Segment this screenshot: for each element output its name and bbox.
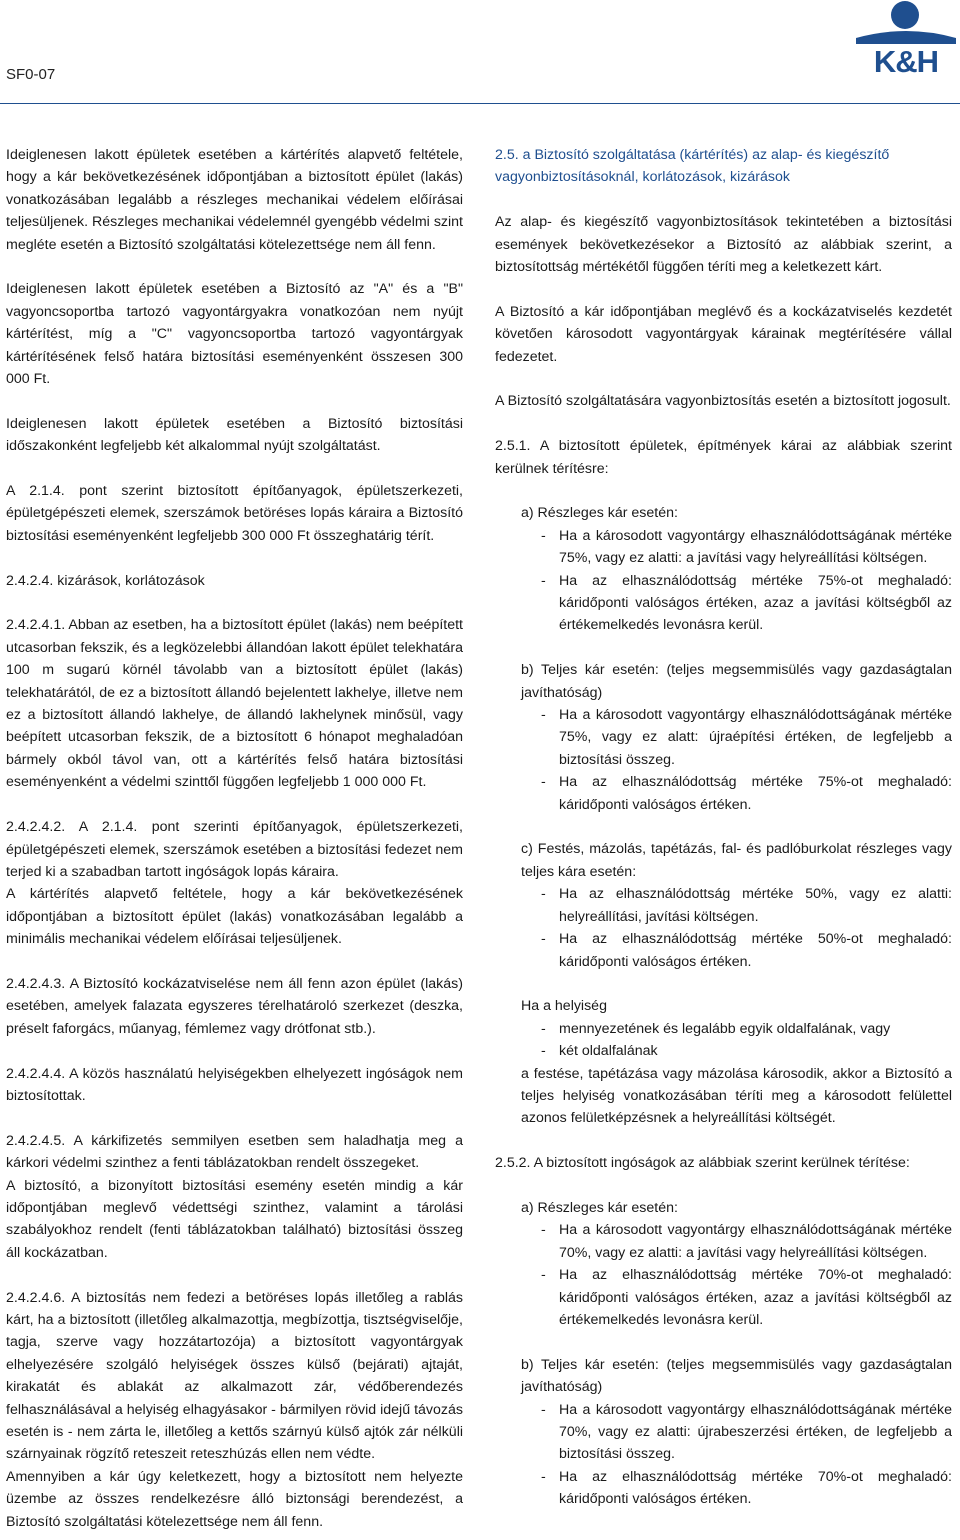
list-item: - Ha a károsodott vagyontárgy elhasználódottságának mértéke 70%, vagy ez alatti: újrabeszerzési értéken, de legfeljebb a biztosítási összeg. [541, 1401, 952, 1463]
list-item: - Ha az elhasználódottság mértéke 50%, vagy ez alatti: helyreállítási, javítási költségen. [541, 886, 952, 925]
left-column [6, 144, 463, 1533]
list-item: - Ha az elhasználódottság mértéke 70%-ot meghaladó: káridőponti valóságos értéken, azaz a javítási költségből az értékemelkedés levonásra kerül. [541, 1267, 952, 1328]
paragraph: 2.5.1. A biztosított épületek, építmények kárai az alábbiak szerint kerülnek térítésre: [495, 438, 952, 477]
list-label: a) Részleges kár esetén: [521, 505, 678, 522]
list-helyiseg [521, 995, 952, 1129]
paragraph: 2.5.2. A biztosított ingóságok az alábbiak szerint kerülnek térítése: [495, 1155, 910, 1172]
paragraph: 2.4.2.4.3. A Biztosító kockázatviselése nem áll fenn azon épület (lakás) esetében, amelyek falazata egyszeres térelhatároló szerkezet (deszka, préselt faforgács, műanyag, fémlemez vagy drótfonat stb.). [6, 975, 463, 1037]
list-item: - Ha a károsodott vagyontárgy elhasználódottságának mértéke 75%, vagy ez alatt: újraépítési értéken, de legfeljebb a biztosítási összeg. [541, 707, 952, 768]
list-label: c) Festés, mázolás, tapétázás, fal- és padlóburkolat részleges vagy teljes kára esetén: [521, 841, 952, 880]
section-title: 2.5. a Biztosító szolgáltatása (kártérítés) az alap- és kiegészítő vagyonbiztosításoknál, korlátozások, kizárások [495, 147, 890, 186]
list-label: b) Teljes kár esetén: (teljes megsemmisülés vagy gazdaságtalan javíthatóság) [521, 662, 952, 701]
logo-text: K&H [873, 44, 939, 79]
list-item: - Ha az elhasználódottság mértéke 50%-ot meghaladó: káridőponti valóságos értéken. [541, 931, 952, 970]
list-item: - Ha az elhasználódottság mértéke 75%-ot meghaladó: káridőponti valóságos értéken, azaz a javítási költségből az értékemelkedés levonásra kerül. [541, 572, 952, 634]
paragraph: Ideiglenesen lakott épületek esetében a kártérítés alapvető feltétele, hogy a kár bekövetkezésének időpontjában a biztosított épület (lakás) vonatkozásában legalább a részleges mechanikai védelem előírásai teljesüljenek. Részleges mechanikai védelemnél gyengébb védelmi szint megléte esetén a Biztosító szolgáltatási kötelezettsége nem áll fenn. [6, 147, 463, 253]
document-code: SF0-07 [6, 66, 56, 83]
paragraph: A kártérítés alapvető feltétele, hogy a kár bekövetkezésének időpontjában a biztosított épület (lakás) vonatkozásában legalább a minimális mechanikai védelem előírásai teljesüljenek. [6, 886, 463, 948]
list-a [521, 502, 952, 636]
paragraph: 2.4.2.4.4. A közös használatú helyiségekben elhelyezett ingóságok nem biztosítottak. [6, 1065, 463, 1104]
paragraph: Ideiglenesen lakott épületek esetében a Biztosító biztosítási időszakonként legfeljebb két alkalommal nyújt szolgáltatást. [6, 415, 463, 455]
paragraph: A 2.1.4. pont szerint biztosított építőanyagok, épületszerkezeti, épületgépészeti elemek, szerszámok betöréses lopás káraira a Biztosító biztosítási eseményenként legfeljebb 300 000 Ft összeghatárig térít. [6, 483, 463, 544]
logo-figure-icon [856, 0, 956, 44]
paragraph: 2.4.2.4.5. A kárkifizetés semmilyen esetben sem haladhatja meg a kárkori védelmi szinthez a fenti táblázatokban rendelt összegeket. [6, 1132, 463, 1172]
paragraph: a festése, tapétázása vagy mázolása károsodik, akkor a Biztosító a teljes helyiség vonatkozásában téríti meg a károsodott felülettel azonos felületképzésnek a helyreállítási költségét. [521, 1065, 952, 1127]
list-item: - két oldalfalának [541, 1043, 658, 1060]
list-label: Ha a helyiség [521, 998, 607, 1015]
list-item: - Ha az elhasználódottság mértéke 75%-ot meghaladó: káridőponti valóságos értéken. [541, 774, 952, 813]
paragraph: A biztosító, a bizonyított biztosítási esemény esetén mindig a kár időpontjában meglevő védettségi szinthez, valamint a tárolási szabályokhoz rendelt (fenti táblázatokban található) biztosítási összeg áll kockázatban. [6, 1177, 463, 1261]
paragraph: A Biztosító szolgáltatására vagyonbiztosítás esetén a biztosított jogosult. [495, 393, 951, 410]
list-b2 [521, 1354, 952, 1511]
list-label: a) Részleges kár esetén: [521, 1199, 678, 1216]
list-a2 [521, 1197, 952, 1331]
paragraph: A Biztosító a kár időpontjában meglévő és a kockázatviselés kezdetét követően károsodott vagyontárgyak kárainak megtérítésére vállal fedezetet. [495, 303, 952, 365]
right-column [495, 144, 952, 1511]
header-rule [0, 103, 960, 104]
list-b [521, 659, 952, 816]
list-c [521, 838, 952, 972]
paragraph: 2.4.2.4.6. A biztosítás nem fedezi a betöréses lopás illetőleg a rablás kárt, ha a biztosított (illetőleg alkalmazottja, megbízottja, tisztségviselője, tagja, szerve vagy hozzátartozója) a biztosított vagyontárgyak elhelyezésére szolgáló helyiségek összes külső (bejárati) ajtaját, kirakatát és ablakát az alkalmazott zár, védőberendezés felhasználásával a helyiség elhagyásakor - bármilyen rövid idejű távozás esetén is - nem zárta le, illetőleg a kettős szárnyú külső ajtók zár nélküli szárnyainak rögzítő reteszeit reteszhúzás ellen nem védte. [6, 1289, 463, 1463]
list-item: - Ha az elhasználódottság mértéke 70%-ot meghaladó: káridőponti valóságos értéken. [541, 1468, 952, 1508]
list-item: - mennyezetének és legalább egyik oldalfalának, vagy [541, 1020, 891, 1037]
kh-logo [856, 0, 956, 80]
list-item: - Ha a károsodott vagyontárgy elhasználódottságának mértéke 75%, vagy ez alatti: a javítási vagy helyreállítási költségen. [541, 527, 952, 567]
paragraph: Amennyiben a kár úgy keletkezett, hogy a biztosított nem helyezte üzembe az összes rendelkezésre álló biztonsági berendezést, a Biztosító szolgáltatási kötelezettsége nem áll fenn. [6, 1468, 463, 1530]
section-heading: 2.4.2.4. kizárások, korlátozások [6, 572, 205, 589]
paragraph: Az alap- és kiegészítő vagyonbiztosítások tekintetében a biztosítási események bekövetkezésekor a Biztosító az alábbiak szerint, a biztosítottság mértékétől függően téríti meg a keletkezett kárt. [495, 214, 952, 276]
list-label: b) Teljes kár esetén: (teljes megsemmisülés vagy gazdaságtalan javíthatóság) [521, 1356, 952, 1396]
paragraph: 2.4.2.4.1. Abban az esetben, ha a biztosított épület (lakás) nem beépített utcasorban fekszik, és a legközelebbi állandóan lakott épület telekhatára 100 m sugarú körnél távolabb van a biztosított épület (lakás) telekhatárától, de ez a biztosított állandó bejelentett lakhelye, illetve nem ez a biztosított állandó lakhelye, de állandó lakhelynek minősül, vagy beépített utcasorban fekszik, de a biztosított 6 hónapot meghaladóan bármely okból távol van, ott a kártérítés felső határa biztosítási eseményenként a védelmi szinttől függően legfeljebb 1 000 000 Ft. [6, 617, 463, 791]
list-item: - Ha a károsodott vagyontárgy elhasználódottságának mértéke 70%, vagy ez alatti: a javítási vagy helyreállítási költségen. [541, 1222, 952, 1261]
paragraph: Ideiglenesen lakott épületek esetében a Biztosító az "A" és a "B" vagyoncsoportba tartozó vagyontárgyakra vonatkozóan nem nyújt kártérítést, míg a "C" vagyoncsoportba tartozó vagyontárgyak kártérítésének felső határa biztosítási eseményenként összesen 300 000 Ft. [6, 281, 463, 388]
paragraph: 2.4.2.4.2. A 2.1.4. pont szerinti építőanyagok, épületszerkezeti, épületgépészeti elemek, szerszámok esetében a biztosítási fedezet nem terjed ki a szabadban tartott ingóságok lopás káraira. [6, 819, 463, 880]
